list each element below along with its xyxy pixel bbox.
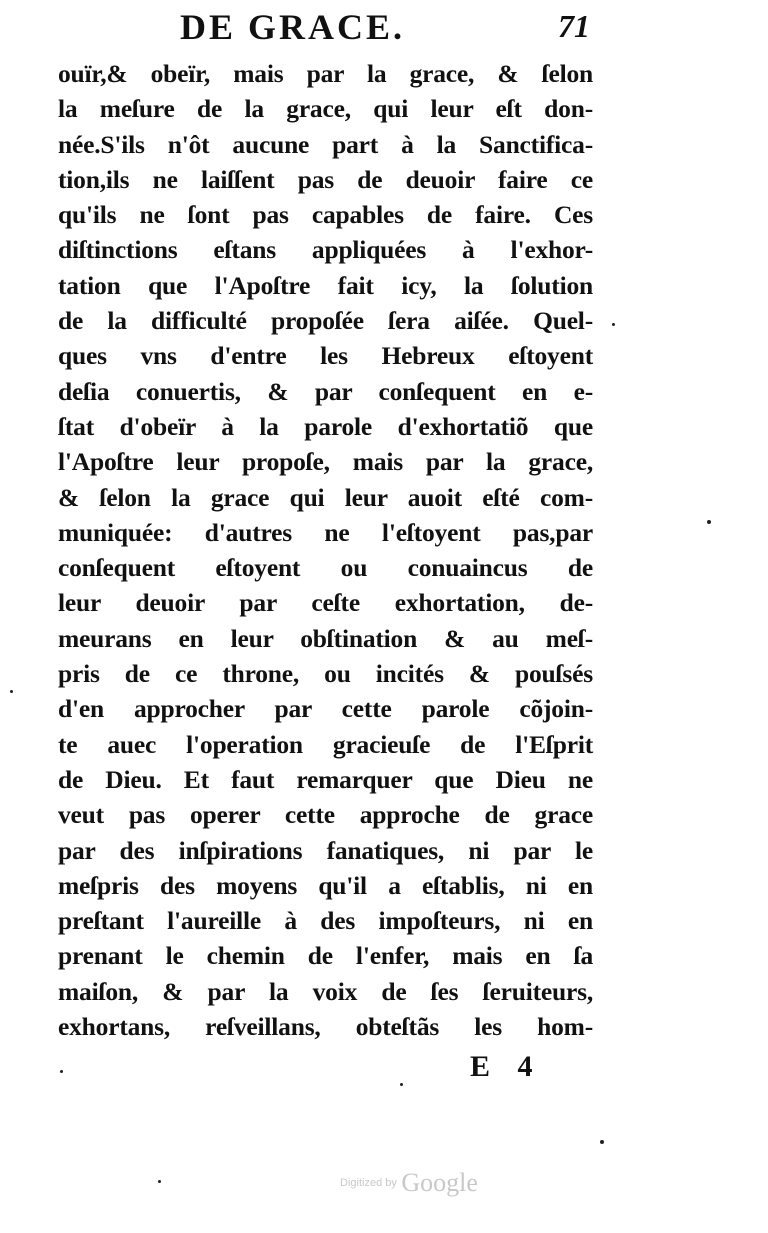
ink-speck xyxy=(400,1083,403,1086)
text-line: l'Apoſtre leur propoſe, mais par la grace, xyxy=(58,447,593,477)
body-text xyxy=(58,56,593,1044)
text-line: preſtant l'aureille à des impoſteurs, ni en xyxy=(58,906,593,936)
running-head xyxy=(170,6,590,50)
signature-mark: E 4 xyxy=(470,1050,543,1083)
text-line: veut pas operer cette approche de grace xyxy=(58,800,593,830)
text-line: maiſon, & par la voix de ſes ſeruiteurs, xyxy=(58,976,593,1006)
text-line: meſpris des moyens qu'il a eſtablis, ni en xyxy=(58,870,593,900)
ink-speck xyxy=(60,1070,63,1073)
text-line: tation que l'Apoſtre fait icy, la ſolution xyxy=(58,270,593,300)
text-line: muniquée: d'autres ne l'eſtoyent pas,par xyxy=(58,517,593,547)
text-line: ſtat d'obeïr à la parole d'exhortatiõ que xyxy=(58,411,593,441)
text-line: de Dieu. Et faut remarquer que Dieu ne xyxy=(58,764,593,794)
page-number: 71 xyxy=(558,8,590,44)
text-line: pris de ce throne, ou incités & pouſsés xyxy=(58,659,593,689)
text-line: ouïr,& obeïr, mais par la grace, & ſelon xyxy=(58,59,593,88)
watermark-brand: Google xyxy=(401,1168,478,1197)
text-line: deſia conuertis, & par conſequent en e- xyxy=(58,376,593,406)
text-line: meurans en leur obſtination & au meſ- xyxy=(58,623,593,653)
text-line: qu'ils ne ſont pas capables de faire. Ces xyxy=(58,200,593,230)
watermark-prefix: Digitized by xyxy=(340,1177,397,1189)
ink-speck xyxy=(600,1140,604,1144)
text-line: née.S'ils n'ôt aucune part à la Sanctifica- xyxy=(58,129,593,159)
text-line: te auec l'operation gracieuſe de l'Eſprit xyxy=(58,729,593,759)
text-line: diſtinctions eſtans appliquées à l'exhor- xyxy=(58,235,593,265)
text-line: de la difficulté propoſée ſera aiſée. Quel- xyxy=(58,306,593,336)
text-line: leur deuoir par ceſte exhortation, de- xyxy=(58,588,593,618)
text-line: la meſure de la grace, qui leur eſt don- xyxy=(58,94,593,124)
text-line: & ſelon la grace qui leur auoit eſté com- xyxy=(58,482,593,512)
text-line: d'en approcher par cette parole cõjoin- xyxy=(58,694,593,724)
ink-speck xyxy=(707,520,711,524)
text-line: par des inſpirations fanatiques, ni par le xyxy=(58,835,593,865)
ink-speck xyxy=(158,1180,161,1183)
text-line: prenant le chemin de l'enfer, mais en ſa xyxy=(58,941,593,971)
text-line: exhortans, reſveillans, obteſtãs les hom- xyxy=(58,1012,593,1042)
ink-speck xyxy=(10,690,13,693)
ink-speck xyxy=(612,323,615,326)
text-line: ques vns d'entre les Hebreux eſtoyent xyxy=(58,341,593,371)
text-line: tion,ils ne laiſſent pas de deuoir faire ce xyxy=(58,164,593,194)
running-head-title: DE GRACE. xyxy=(180,7,406,47)
digitization-watermark xyxy=(340,1168,478,1198)
text-line: conſequent eſtoyent ou conuaincus de xyxy=(58,553,593,583)
